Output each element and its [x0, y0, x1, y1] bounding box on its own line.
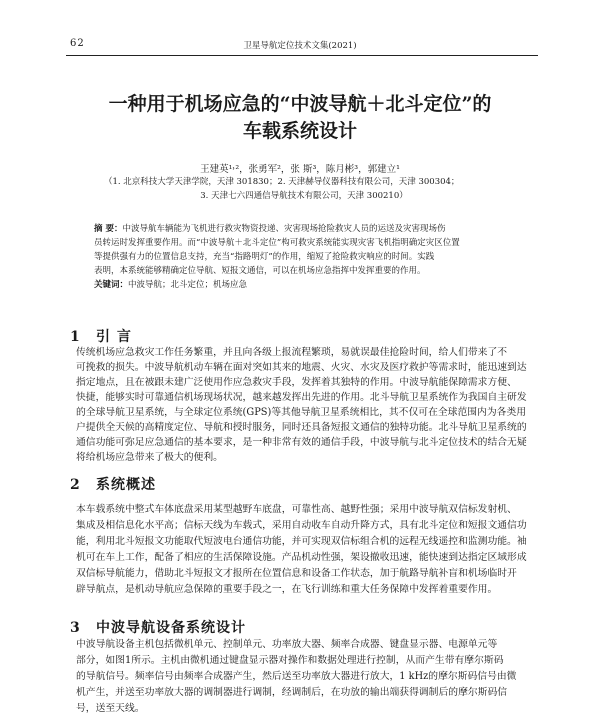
body-line: 指定地点，且在被跟未建广泛使用作应急救灾手段，发挥着其独特的作用。中波导航能保障需求方便、: [76, 377, 517, 388]
page-number: 62: [70, 38, 85, 49]
abstract-line: [94, 222, 518, 236]
affiliation-line-2: 3. 天津七六四通信导航技术有限公司，天津 300210）: [200, 191, 408, 201]
body-line: 通信功能可弥足应急通信的基本要求，是一种非常有效的通信手段，中波导航与北斗定位技术的结合无疑: [76, 437, 527, 448]
body-line: 的导航信号。频率信号由频率合成器产生，然后送至功率放大器进行放大，1 kHz的摩尔斯码信号由微: [76, 671, 517, 682]
body-line: 辟导航点，是机动导航应急保障的重要手段之一，在飞行训练和重大任务保障中发挥着重要作用。: [76, 584, 498, 595]
body-line: 机产生，并送至功率放大器的调制器进行调制，经调制后，在功放的输出端获得调制后的摩尔斯码信: [76, 687, 508, 698]
author-list: 王建英¹˒²，张勇军²，张 斯³，陈月彬³，郭建立¹: [200, 164, 400, 175]
abstract-label: 摘 要：: [94, 224, 123, 234]
running-header: 卫星导航定位技术文集(2021): [243, 41, 357, 51]
affiliation-line-1: （1. 北京科技大学天津学院，天津 301830；2. 天津赫导仪器科技有限公司，天津 300304；: [104, 177, 460, 187]
body-line: 户提供全天候的高精度定位、导航和授时服务，同时还具备短报文通信的独特功能。北斗导航卫星系统的: [76, 422, 527, 433]
abstract-line: 等提供强有力的位置信息支持，充当“指路明灯”的作用，缩短了抢险救灾响应的时间。实践: [94, 252, 435, 262]
abstract-line: 表明，本系统能够精确定位导航、短报文通信，可以在机场应急指挥中发挥重要的作用。: [94, 266, 426, 276]
body-line: 中波导航设备主机包括微机单元、控制单元、功率放大器、频率合成器、键盘显示器、电源单元等: [76, 639, 498, 650]
body-line: 集成及相信息化水平高；信标天线为车载式，采用自动收车自动升降方式，具有北斗定位和短报文通信功: [76, 520, 527, 531]
body-line: 号，送至天线。: [76, 703, 145, 714]
body-line: 能，利用北斗短报文功能取代短波电台通信功能，并可实现双信标组合机的远程无线遥控和监测功能。袖: [76, 536, 527, 547]
keywords-line: [94, 278, 518, 292]
section-title: 系统概述: [96, 477, 156, 493]
section-number: 1: [70, 329, 81, 345]
keywords-label: 关键词：: [94, 280, 129, 290]
body-line: 快捷，能够实时可靠通信机场现场状况，越来越发挥出先进的作用。北斗导航卫星系统作为我国自主研发: [76, 392, 527, 403]
abstract-line: 员转运时发挥重要作用。而“中波导航＋北斗定位”构可救灾系统能实现灾害飞机指明确定灾区位置: [94, 238, 460, 248]
body-line: 传统机场应急救灾工作任务繁重，并且向各级上报流程繁琐，易就误最佳抢险时间，给人们带来了不: [76, 347, 508, 358]
section-title: 中波导航设备系统设计: [96, 620, 246, 636]
body-line: 双信标导航能力，借助北斗短报文才报所在位置信息和设备工作状态，加于航路导航补盲和机场临时开: [76, 568, 517, 579]
section-number: 3: [70, 620, 81, 636]
section-number: 2: [70, 477, 81, 493]
body-line: 将给机场应急带来了极大的便利。: [76, 452, 223, 463]
body-line: 机可在车上工作，配备了相应的生活保障设施。产品机动性强，架设撤收迅速，能快速到达指定区域形成: [76, 552, 527, 563]
section-heading-1: [70, 326, 132, 346]
body-line: 可挽救的损失。中波导航机动车辆在面对突如其来的地震、火灾、水灾及医疗救护等需求时，能迅速到达: [76, 362, 527, 373]
body-line: 部分，如图1所示。主机由微机通过键盘显示器对操作和数据处理进行控制，从而产生带有摩尔斯码: [76, 655, 504, 666]
section-title: 引 言: [96, 329, 132, 345]
body-line: 的全球导航卫星系统，与全球定位系统(GPS)等其他导航卫星系统相比，其不仅可在全球范围内为各类用: [76, 407, 527, 418]
paper-title-line-2: 车载系统设计: [242, 120, 357, 142]
body-line: 本车载系统中整式车体底盘采用某型越野车底盘，可靠性高、越野性强；采用中波导航双信标发射机、: [76, 504, 517, 515]
section-heading-3: [70, 617, 246, 637]
abstract-text: 中波导航车辆能为飞机进行救灾物资投递、灾害现场抢险救灾人员的运送及灾害现场伤: [122, 224, 446, 234]
header-rule: [66, 55, 538, 56]
paper-title-line-1: 一种用于机场应急的“中波导航＋北斗定位”的: [108, 93, 492, 115]
section-heading-2: [70, 474, 156, 494]
keywords-text: 中波导航；北斗定位；机场应急: [128, 280, 248, 290]
